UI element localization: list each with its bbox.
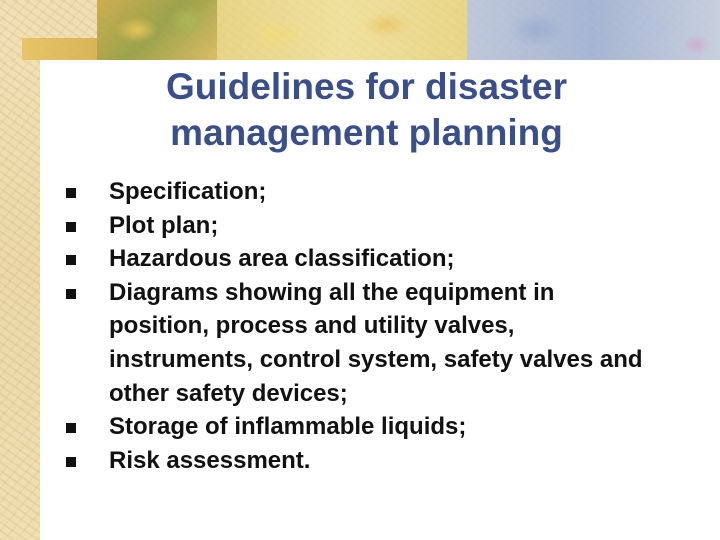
bullet-item bbox=[0, 209, 720, 243]
bullet-text-line: other safety devices; bbox=[109, 379, 348, 407]
square-bullet-icon bbox=[66, 457, 76, 467]
bullet-text-line: position, process and utility valves, bbox=[109, 312, 515, 340]
square-bullet-icon bbox=[66, 289, 76, 299]
header-photo-strip bbox=[97, 0, 720, 60]
bullet-text-line: instruments, control system, safety valves and bbox=[109, 345, 643, 373]
decorative-square bbox=[22, 38, 97, 60]
bullet-text: Plot plan; bbox=[109, 211, 219, 239]
bullet-item bbox=[0, 410, 720, 444]
bullet-item bbox=[0, 444, 720, 478]
leaf-photo bbox=[97, 0, 217, 60]
square-bullet-icon bbox=[66, 222, 76, 232]
square-bullet-icon bbox=[66, 255, 76, 265]
slide-title: Guidelines for disaster management planning bbox=[166, 66, 567, 153]
blue-flower-photo bbox=[467, 0, 720, 60]
bullet-text: Specification; bbox=[109, 178, 267, 205]
square-bullet-icon bbox=[66, 188, 76, 198]
bullet-list bbox=[0, 175, 720, 477]
bullet-text: Storage of inflammable liquids; bbox=[109, 413, 467, 441]
bullet-item bbox=[0, 242, 720, 276]
yellow-flower-photo bbox=[217, 0, 467, 60]
bullet-text: Risk assessment. bbox=[109, 446, 311, 474]
square-bullet-icon bbox=[66, 423, 76, 433]
bullet-item bbox=[0, 276, 720, 410]
bullet-item bbox=[0, 175, 720, 209]
bullet-text-line: Diagrams showing all the equipment in bbox=[109, 278, 555, 306]
bullet-text: Hazardous area classification; bbox=[109, 245, 455, 273]
